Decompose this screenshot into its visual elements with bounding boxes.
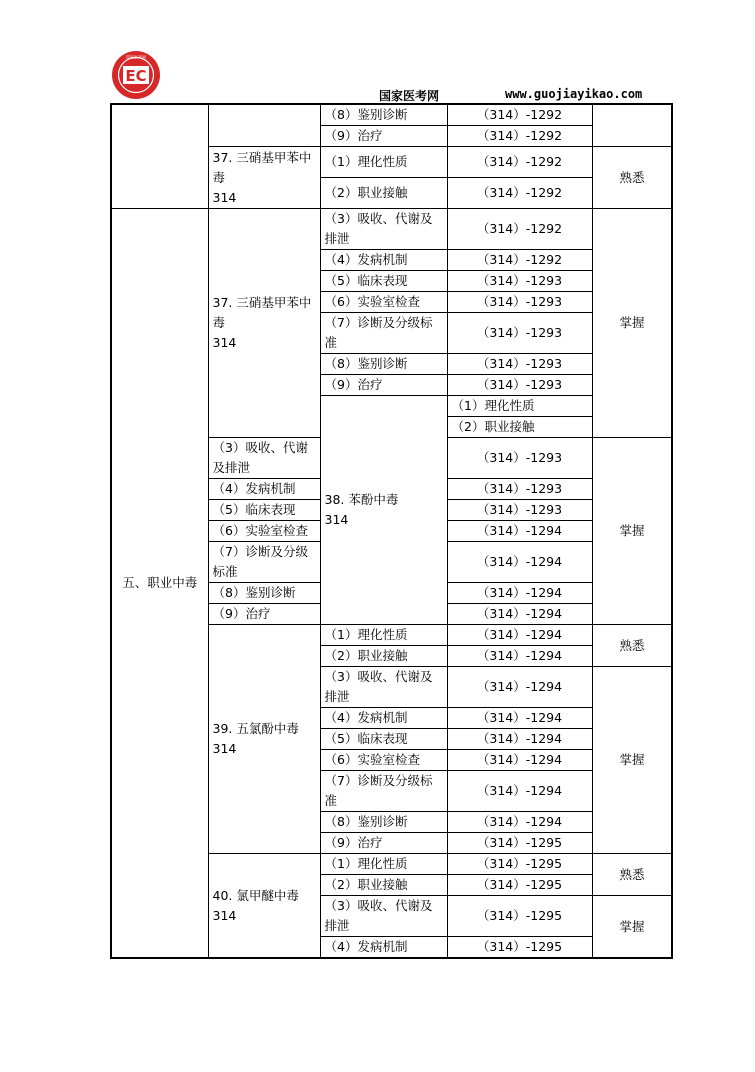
page-ref: （314）-1293 <box>447 313 592 354</box>
item-cell: （7）诊断及分级标准 <box>320 771 447 812</box>
topic-cell: 40. 氯甲醚中毒 314 <box>208 854 320 959</box>
level-cell: 掌握 <box>592 667 672 854</box>
item-cell: （3）吸收、代谢及排泄 <box>320 667 447 708</box>
item-cell: （2）职业接触 <box>447 417 592 438</box>
page-ref: （314）-1293 <box>447 292 592 313</box>
item-cell: （1）理化性质 <box>320 625 447 646</box>
page-ref: （314）-1293 <box>447 438 592 479</box>
page-ref: （314）-1292 <box>447 209 592 250</box>
page-ref: （314）-1292 <box>447 178 592 209</box>
page-ref: （314）-1294 <box>447 812 592 833</box>
site-logo <box>111 50 161 100</box>
item-cell: （9）治疗 <box>208 604 320 625</box>
level-cell: 熟悉 <box>592 147 672 209</box>
item-cell: （8）鉴别诊断 <box>208 583 320 604</box>
page-ref: （314）-1293 <box>447 479 592 500</box>
page-ref: （314）-1293 <box>447 354 592 375</box>
item-cell: （9）治疗 <box>320 375 447 396</box>
item-cell: （7）诊断及分级标准 <box>320 313 447 354</box>
table-row <box>111 104 672 126</box>
item-cell: （3）吸收、代谢及排泄 <box>320 209 447 250</box>
page-ref: （314）-1295 <box>447 896 592 937</box>
table-row <box>111 209 672 250</box>
level-cell-blank <box>592 104 672 147</box>
item-cell: （9）治疗 <box>320 833 447 854</box>
svg-text:EC: EC <box>125 67 147 85</box>
page-ref: （314）-1295 <box>447 854 592 875</box>
page-ref: （314）-1293 <box>447 375 592 396</box>
page-ref: （314）-1294 <box>447 542 592 583</box>
item-cell: （8）鉴别诊断 <box>320 354 447 375</box>
item-cell: （5）临床表现 <box>320 271 447 292</box>
item-cell: （1）理化性质 <box>320 854 447 875</box>
syllabus-table <box>110 103 673 959</box>
item-cell: （4）发病机制 <box>208 479 320 500</box>
section-cell: 五、职业中毒 <box>111 209 208 959</box>
page-ref: （314）-1294 <box>447 729 592 750</box>
page-ref: （314）-1294 <box>447 583 592 604</box>
level-cell: 掌握 <box>592 896 672 959</box>
item-cell: （2）职业接触 <box>320 178 447 209</box>
page-ref: （314）-1293 <box>447 271 592 292</box>
topic-cell: 37. 三硝基甲苯中毒 314 <box>208 147 320 209</box>
page-ref: （314）-1294 <box>447 521 592 542</box>
page-ref: （314）-1292 <box>447 147 592 178</box>
page-ref: （314）-1295 <box>447 833 592 854</box>
item-cell: （1）理化性质 <box>320 147 447 178</box>
level-cell: 熟悉 <box>592 854 672 896</box>
item-cell: （5）临床表现 <box>208 500 320 521</box>
level-cell: 掌握 <box>592 438 672 625</box>
page-ref: （314）-1295 <box>447 937 592 959</box>
topic-cell: 39. 五氯酚中毒 314 <box>208 625 320 854</box>
page-ref: （314）-1293 <box>447 500 592 521</box>
level-cell: 熟悉 <box>592 625 672 667</box>
item-cell: （1）理化性质 <box>447 396 592 417</box>
item-cell: （4）发病机制 <box>320 937 447 959</box>
item-cell: （8）鉴别诊断 <box>320 812 447 833</box>
page-ref: （314）-1294 <box>447 771 592 812</box>
item-cell: （2）职业接触 <box>320 646 447 667</box>
site-url: www.guojiayikao.com <box>505 87 643 101</box>
item-cell: （4）发病机制 <box>320 250 447 271</box>
topic-cell: 38. 苯酚中毒 314 <box>320 396 447 625</box>
page-ref: （314）-1294 <box>447 646 592 667</box>
level-cell: 掌握 <box>592 209 672 438</box>
page-ref: （314）-1295 <box>447 875 592 896</box>
item-cell: （6）实验室检查 <box>320 750 447 771</box>
site-name: 国家医考网 <box>379 89 440 103</box>
item-cell: （6）实验室检查 <box>320 292 447 313</box>
page-ref: （314）-1294 <box>447 667 592 708</box>
page-ref: （314）-1292 <box>447 126 592 147</box>
item-cell: （3）吸收、代谢及排泄 <box>320 896 447 937</box>
item-cell: （3）吸收、代谢及排泄 <box>208 438 320 479</box>
page-ref: （314）-1294 <box>447 750 592 771</box>
item-cell: （7）诊断及分级标准 <box>208 542 320 583</box>
svg-text:国家医考网: 国家医考网 <box>126 54 146 60</box>
item-cell: （5）临床表现 <box>320 729 447 750</box>
page-ref: （314）-1294 <box>447 604 592 625</box>
item-cell: （6）实验室检查 <box>208 521 320 542</box>
topic-cell-blank <box>208 104 320 147</box>
item-cell: （4）发病机制 <box>320 708 447 729</box>
item-cell: （2）职业接触 <box>320 875 447 896</box>
item-cell: （9）治疗 <box>320 126 447 147</box>
topic-cell: 37. 三硝基甲苯中毒 314 <box>208 209 320 438</box>
page-ref: （314）-1292 <box>447 250 592 271</box>
item-cell: （8）鉴别诊断 <box>320 104 447 126</box>
page-ref: （314）-1294 <box>447 708 592 729</box>
page-ref: （314）-1292 <box>447 104 592 126</box>
section-cell-blank <box>111 104 208 209</box>
page-ref: （314）-1294 <box>447 625 592 646</box>
